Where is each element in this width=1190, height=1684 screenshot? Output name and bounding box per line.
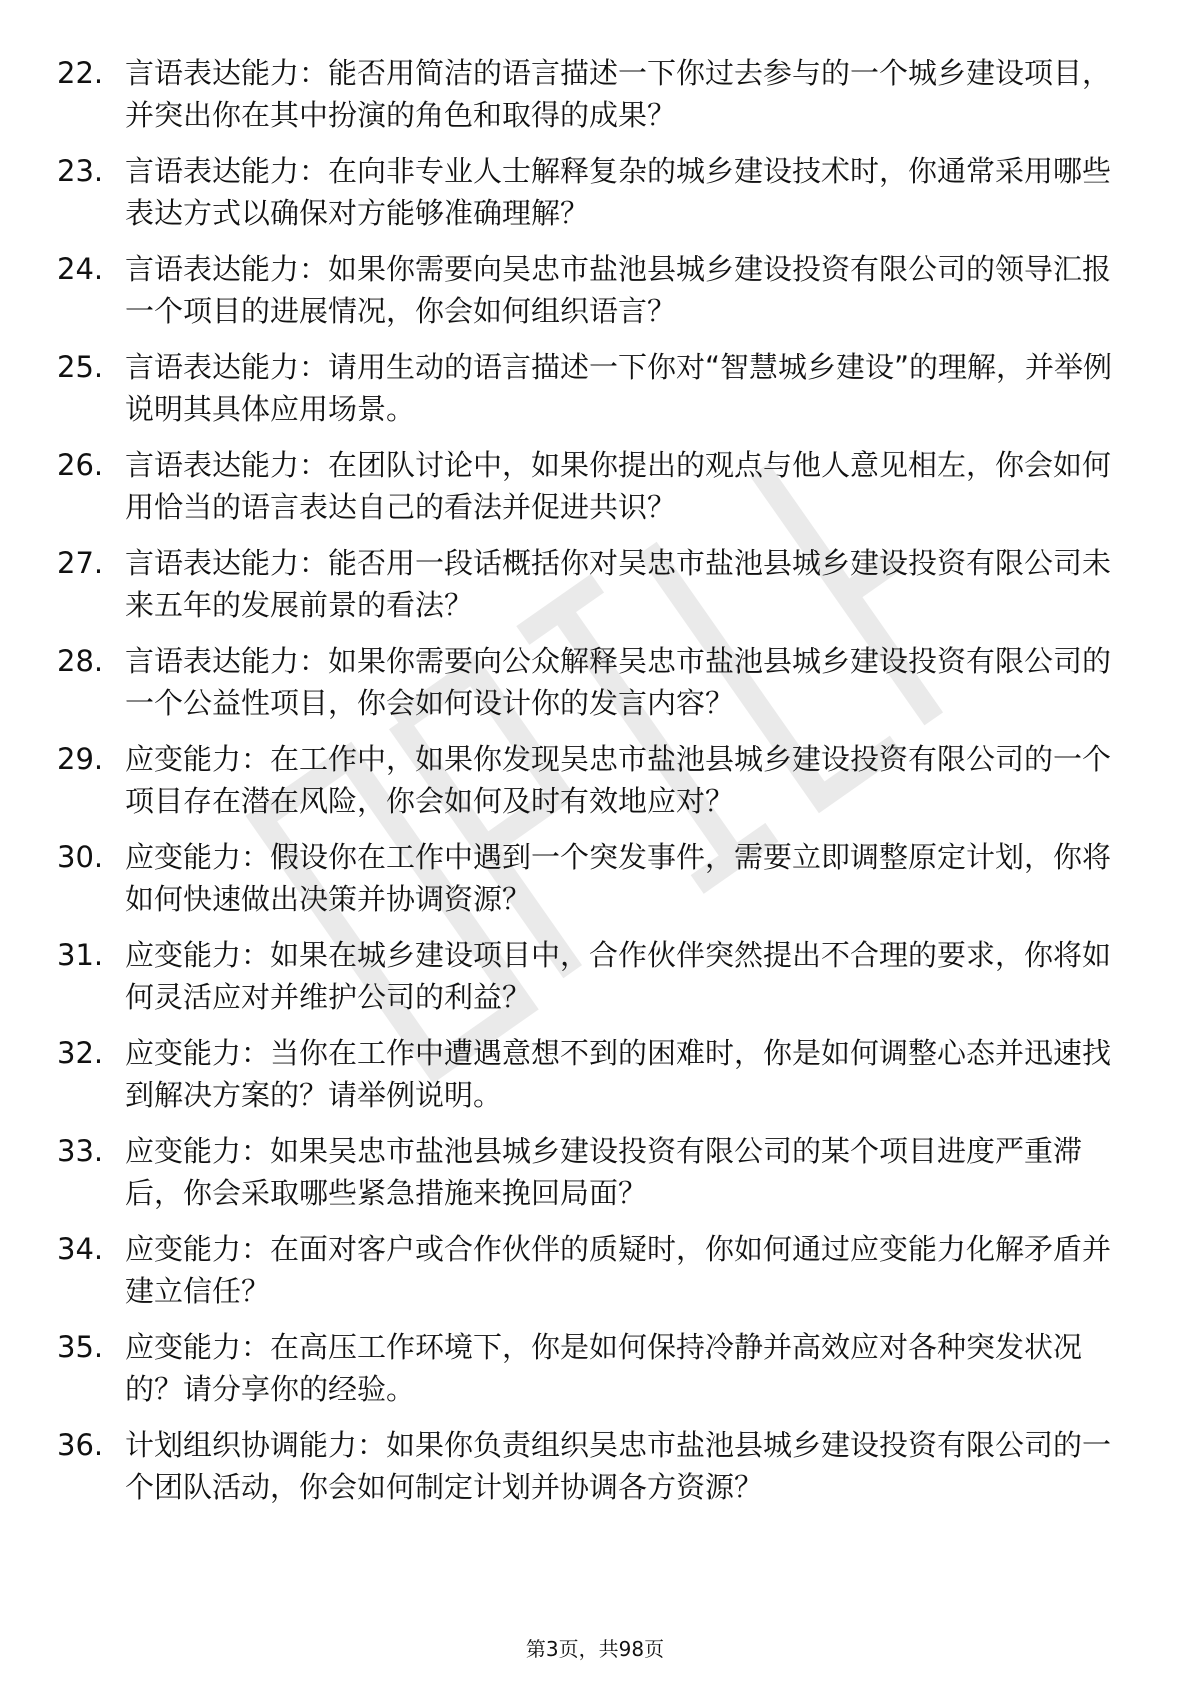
question-item bbox=[57, 1032, 1117, 1128]
question-number: 22. bbox=[57, 56, 104, 90]
question-item bbox=[57, 542, 1117, 638]
question-text: 言语表达能力：能否用简洁的语言描述一下你过去参与的一个城乡建设项目，并突出你在其中扮演的角色和取得的成果？ bbox=[125, 56, 1112, 132]
question-number: 27. bbox=[57, 546, 104, 580]
question-number: 35. bbox=[57, 1330, 104, 1364]
question-text: 言语表达能力：如果你需要向吴忠市盐池县城乡建设投资有限公司的领导汇报一个项目的进展情况，你会如何组织语言？ bbox=[125, 252, 1112, 328]
question-text: 应变能力：在工作中，如果你发现吴忠市盐池县城乡建设投资有限公司的一个项目存在潜在风险，你会如何及时有效地应对？ bbox=[125, 742, 1112, 818]
question-text: 应变能力：当你在工作中遭遇意想不到的困难时，你是如何调整心态并迅速找到解决方案的？请举例说明。 bbox=[125, 1036, 1112, 1112]
question-item bbox=[57, 248, 1117, 344]
question-number: 32. bbox=[57, 1036, 104, 1070]
question-number: 30. bbox=[57, 840, 104, 874]
page-footer: 第3页，共98页 bbox=[525, 1637, 665, 1661]
question-item bbox=[57, 52, 1117, 148]
question-text: 应变能力：在面对客户或合作伙伴的质疑时，你如何通过应变能力化解矛盾并建立信任？ bbox=[125, 1232, 1112, 1308]
question-text: 言语表达能力：如果你需要向公众解释吴忠市盐池县城乡建设投资有限公司的一个公益性项目，你会如何设计你的发言内容？ bbox=[125, 644, 1112, 720]
question-text: 应变能力：在高压工作环境下，你是如何保持冷静并高效应对各种突发状况的？请分享你的经验。 bbox=[125, 1330, 1083, 1406]
question-item bbox=[57, 1424, 1117, 1520]
question-item bbox=[57, 1130, 1117, 1226]
question-text: 言语表达能力：请用生动的语言描述一下你对“智慧城乡建设”的理解，并举例说明其具体应用场景。 bbox=[125, 350, 1113, 426]
question-item bbox=[57, 836, 1117, 932]
question-number: 29. bbox=[57, 742, 104, 776]
question-number: 26. bbox=[57, 448, 104, 482]
question-number: 23. bbox=[57, 154, 104, 188]
question-item bbox=[57, 738, 1117, 834]
question-number: 24. bbox=[57, 252, 104, 286]
question-list bbox=[57, 52, 1117, 1522]
question-item bbox=[57, 1326, 1117, 1422]
question-item bbox=[57, 640, 1117, 736]
question-text: 应变能力：如果在城乡建设项目中，合作伙伴突然提出不合理的要求，你将如何灵活应对并维护公司的利益？ bbox=[125, 938, 1112, 1014]
question-text: 言语表达能力：在向非专业人士解释复杂的城乡建设技术时，你通常采用哪些表达方式以确保对方能够准确理解？ bbox=[125, 154, 1112, 230]
question-number: 28. bbox=[57, 644, 104, 678]
question-number: 31. bbox=[57, 938, 104, 972]
question-number: 34. bbox=[57, 1232, 104, 1266]
question-number: 33. bbox=[57, 1134, 104, 1168]
question-text: 计划组织协调能力：如果你负责组织吴忠市盐池县城乡建设投资有限公司的一个团队活动，你会如何制定计划并协调各方资源？ bbox=[125, 1428, 1112, 1504]
question-item bbox=[57, 444, 1117, 540]
question-text: 言语表达能力：在团队讨论中，如果你提出的观点与他人意见相左，你会如何用恰当的语言表达自己的看法并促进共识？ bbox=[125, 448, 1112, 524]
question-text: 应变能力：如果吴忠市盐池县城乡建设投资有限公司的某个项目进度严重滞后，你会采取哪些紧急措施来挽回局面？ bbox=[125, 1134, 1083, 1210]
question-item bbox=[57, 346, 1117, 442]
question-number: 36. bbox=[57, 1428, 104, 1462]
question-item bbox=[57, 150, 1117, 246]
question-text: 应变能力：假设你在工作中遇到一个突发事件，需要立即调整原定计划，你将如何快速做出决策并协调资源？ bbox=[125, 840, 1112, 916]
question-text: 言语表达能力：能否用一段话概括你对吴忠市盐池县城乡建设投资有限公司未来五年的发展前景的看法？ bbox=[125, 546, 1112, 622]
question-number: 25. bbox=[57, 350, 104, 384]
question-item bbox=[57, 934, 1117, 1030]
question-item bbox=[57, 1228, 1117, 1324]
